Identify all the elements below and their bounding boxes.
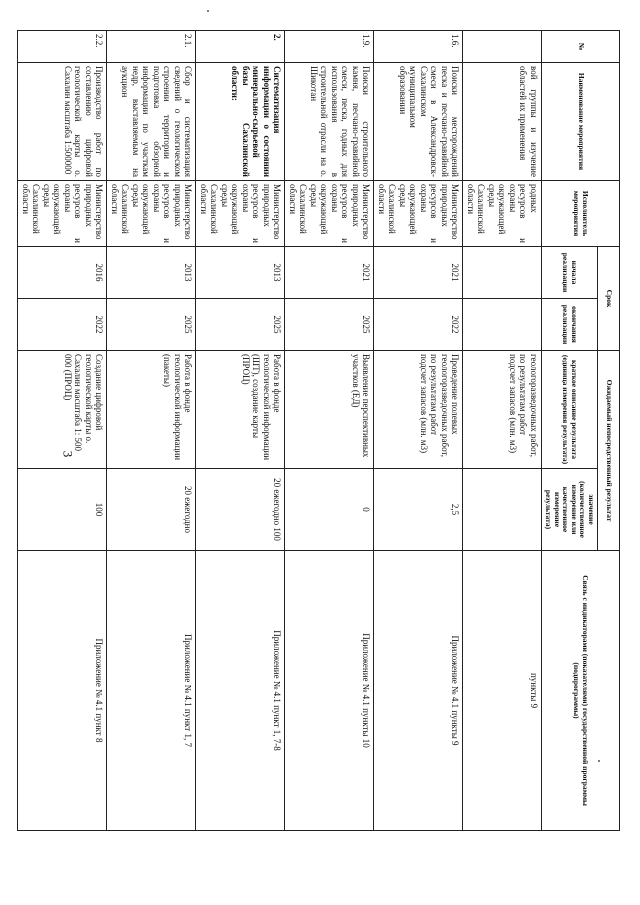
cell-end [463, 299, 542, 351]
table-row [18, 31, 107, 831]
cell-value: 2,5 [374, 469, 463, 551]
cell-num: 2.2. [18, 31, 107, 63]
header-name: Наименование мероприятия [542, 63, 620, 181]
cell-executor: родных ресурсов и охраны окружающей среды Сахалинской области [463, 181, 542, 247]
cell-name: вой группы и изучение областей их применения [463, 63, 542, 181]
table-row [374, 31, 463, 831]
cell-link: пункты 9 [463, 551, 542, 831]
cell-executor: Министерство природных ресурсов и охраны окружающей среды Сахалинской области [196, 181, 285, 247]
table-row [285, 31, 374, 831]
cell-end: 2022 [18, 299, 107, 351]
cell-link: Приложение № 4.1 пункт 1, 7 [107, 551, 196, 831]
cell-end: 2025 [196, 299, 285, 351]
cell-value: 100 [18, 469, 107, 551]
scan-speck [207, 10, 209, 12]
header-num: № [542, 31, 620, 63]
cell-num [463, 31, 542, 63]
rotated-table-wrapper [21, 30, 620, 830]
cell-name: Производство работ по составлению цифровой геологической карты о. Сахалин масштаба 1:500000 [18, 63, 107, 181]
measures-table [18, 30, 621, 831]
header-result: Ожидаемый непосредственный результат [598, 351, 620, 551]
cell-start [463, 247, 542, 299]
header-start: начала реализации [542, 247, 598, 299]
cell-desc: Работа в фонде геологической информации (пакеты) [107, 351, 196, 469]
cell-end: 2025 [285, 299, 374, 351]
cell-num: 1.6. [374, 31, 463, 63]
cell-executor: Министерство природных ресурсов и охраны окружающей среды Сахалинской области [285, 181, 374, 247]
cell-start: 2021 [374, 247, 463, 299]
cell-link: Приложение № 4.1 пункт 8 [18, 551, 107, 831]
cell-end: 2025 [107, 299, 196, 351]
header-term: Срок [598, 247, 620, 351]
cell-value: 0 [285, 469, 374, 551]
cell-start: 2013 [107, 247, 196, 299]
cell-num: 2. [196, 31, 285, 63]
cell-num: 2.1. [107, 31, 196, 63]
table-row [107, 31, 196, 831]
cell-desc: Проведение полевых геологоразведочных работ, по результатам работ подсчет запасов (млн. м3) [374, 351, 463, 469]
header-desc: краткое описание результата (единица измерения результата) [542, 351, 598, 469]
cell-end: 2022 [374, 299, 463, 351]
cell-name: Сбор и систематизация сведений о геологическом строении территории и подготовка обзорной информации по участкам недр, выставляемым на аукцион [107, 63, 196, 181]
header-end: окончания реализации [542, 299, 598, 351]
cell-value: 20 ежегодно [107, 469, 196, 551]
cell-desc: геологоразведочных работ, по результатам работ подсчет запасов (млн. м3) [463, 351, 542, 469]
cell-value: 20 ежегодно 100 [196, 469, 285, 551]
cell-executor: Министерство природных ресурсов и охраны окружающей среды Сахалинской области [374, 181, 463, 247]
cell-start: 2013 [196, 247, 285, 299]
table-row [196, 31, 285, 831]
cell-num: 1.9. [285, 31, 374, 63]
cell-executor: Министерство природных ресурсов и охраны окружающей среды Сахалинской области [107, 181, 196, 247]
header-value: значение (количественное измерение или качественное измерение результата) [542, 469, 598, 551]
cell-executor: Министерство природных ресурсов и охраны окружающей среды Сахалинской области [18, 181, 107, 247]
cell-name: Систематизация информации о состоянии минерально-сырьевой базы Сахалинской области: [196, 63, 285, 181]
cell-link: Приложение № 4.1 пункты 10 [285, 551, 374, 831]
cell-name: Поиски месторождений песка и песчано-гравийной смеси в Александровск-Сахалинском муниципальном образовании [374, 63, 463, 181]
table-row [463, 31, 542, 831]
cell-start: 2021 [285, 247, 374, 299]
cell-link: Приложение № 4.1 пункты 9 [374, 551, 463, 831]
header-link: Связь с индикаторами (показателями) государственной программы (подпрограммы) [542, 551, 620, 831]
cell-value [463, 469, 542, 551]
header-executor: Исполнитель мероприятия [542, 181, 620, 247]
cell-start: 2016 [18, 247, 107, 299]
cell-desc: Выявление перспективных участков (ЕД) [285, 351, 374, 469]
cell-name: Поиски строительного камня, песчано-гравийной смеси, песка, годных для использования в строительной отрасли на о. Шикотан [285, 63, 374, 181]
page-number: 3 [60, 450, 76, 458]
cell-desc: Работа в фонде геологической информации (ШТ), создание карты (ПРОЦ) [196, 351, 285, 469]
cell-link: Приложение № 4.1 пункт 1, 7-8 [196, 551, 285, 831]
cell-desc: Создание цифровой геологической карты о. Сахалин масштаба 1: 500 000 (ПРОЦ) [18, 351, 107, 469]
